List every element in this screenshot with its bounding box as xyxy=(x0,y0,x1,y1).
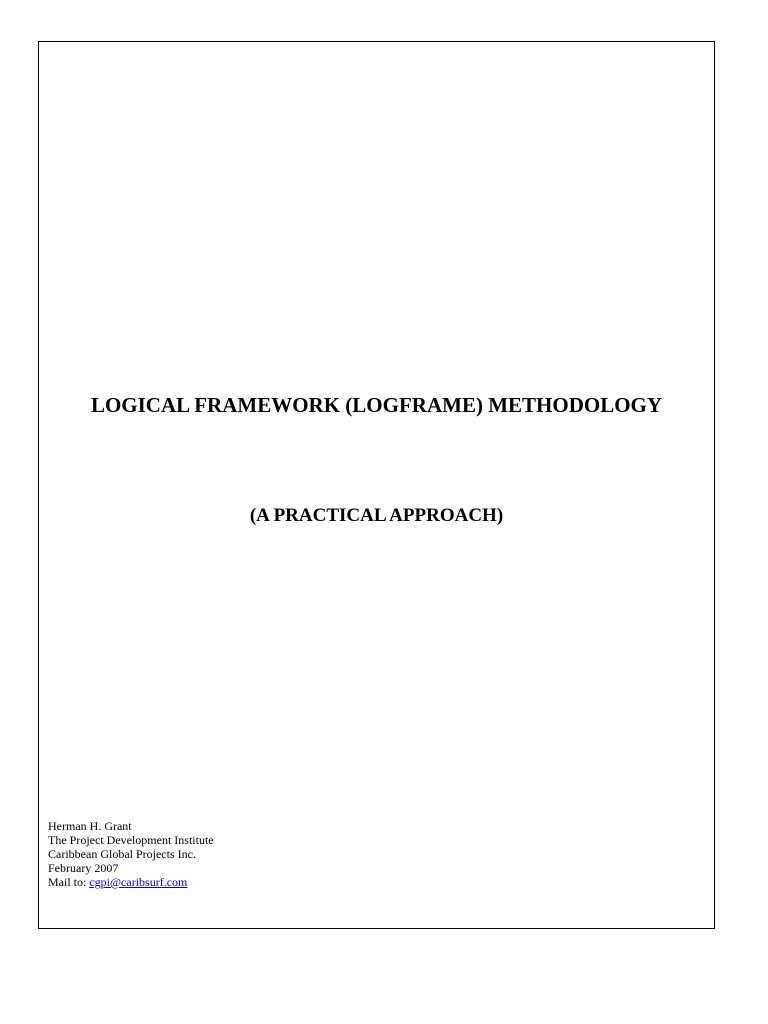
author-company: Caribbean Global Projects Inc. xyxy=(48,847,196,861)
page-border-frame xyxy=(38,41,715,929)
mail-line xyxy=(48,875,214,889)
author-info xyxy=(48,819,214,889)
document-subtitle: (A PRACTICAL APPROACH) xyxy=(249,505,504,526)
publication-date: February 2007 xyxy=(48,861,119,875)
document-title: LOGICAL FRAMEWORK (LOGFRAME) METHODOLOGY xyxy=(90,393,663,417)
email-link[interactable]: cgpi@caribsurf.com xyxy=(89,875,188,889)
author-name: Herman H. Grant xyxy=(48,819,132,833)
author-institute: The Project Development Institute xyxy=(48,833,214,847)
mail-label: Mail to: xyxy=(48,875,90,889)
